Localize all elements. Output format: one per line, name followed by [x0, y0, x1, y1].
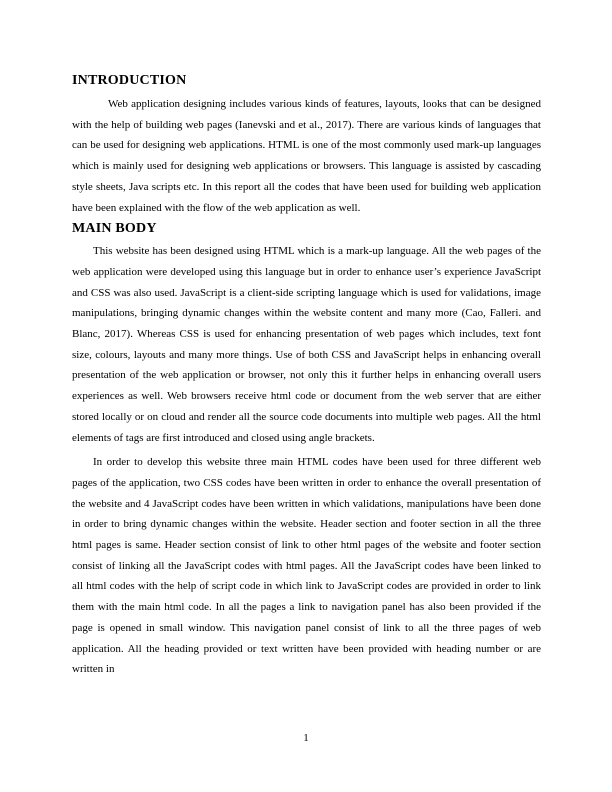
main-body-paragraph-2: In order to develop this website three main HTML codes have been used for three different web pages of the application, two CSS codes have been written in order to enhance the overall presentation of the website and 4 JavaScript codes have been written in which validations, manipulations have been done in order to bring dynamic changes within the website. Header section and footer section in all the three html pages is same. Header section consist of link to other html pages of the website and footer section consist of linking all the JavaScript codes with html pages. All the JavaScript codes have been linked to all html codes with the help of script code in which link to JavaScript codes are provided in order to link them with the main html code. In all the pages a link to navigation panel has also been provided if the page is opened in small window. This navigation panel consist of link to all the three pages of web application. All the heading provided or text written have been provided with heading number or are written in	[72, 456, 541, 676]
main-body-heading: MAIN BODY	[72, 221, 157, 237]
main-body-paragraph-1: This website has been designed using HTML which is a mark-up language. All the web pages of the web application were developed using this language but in order to enhance user’s experience JavaScript and CSS was also used. JavaScript is a client-side scripting language which is used for validations, image manipulations, bringing dynamic changes within the website content and many more (Cao, Falleri. and Blanc, 2017). Whereas CSS is used for enhancing presentation of web pages which includes, text font size, colours, layouts and many more things. Use of both CSS and JavaScript helps in enhancing overall presentation of the web application or browser, not only this it further helps in enhancing overall users experiences as well. Web browsers receive html code or document from the web server that are either stored locally or on cloud and render all the source code documents into multiple web pages. All the html elements of tags are first introduced and closed using angle brackets.	[72, 245, 541, 444]
page-content	[72, 72, 541, 680]
page-number: 1	[303, 732, 309, 744]
introduction-paragraph: Web application designing includes various kinds of features, layouts, looks that can be designed with the help of building web pages (Ianevski and et al., 2017). There are various kinds of languages that can be used for designing web applications. HTML is one of the most commonly used mark-up languages which is mainly used for designing web applications or browsers. This language is assisted by cascading style sheets, Java scripts etc. In this report all the codes that have been used for building web application have been explained with the flow of the web application as well.	[72, 98, 541, 214]
introduction-heading: INTRODUCTION	[72, 73, 187, 88]
